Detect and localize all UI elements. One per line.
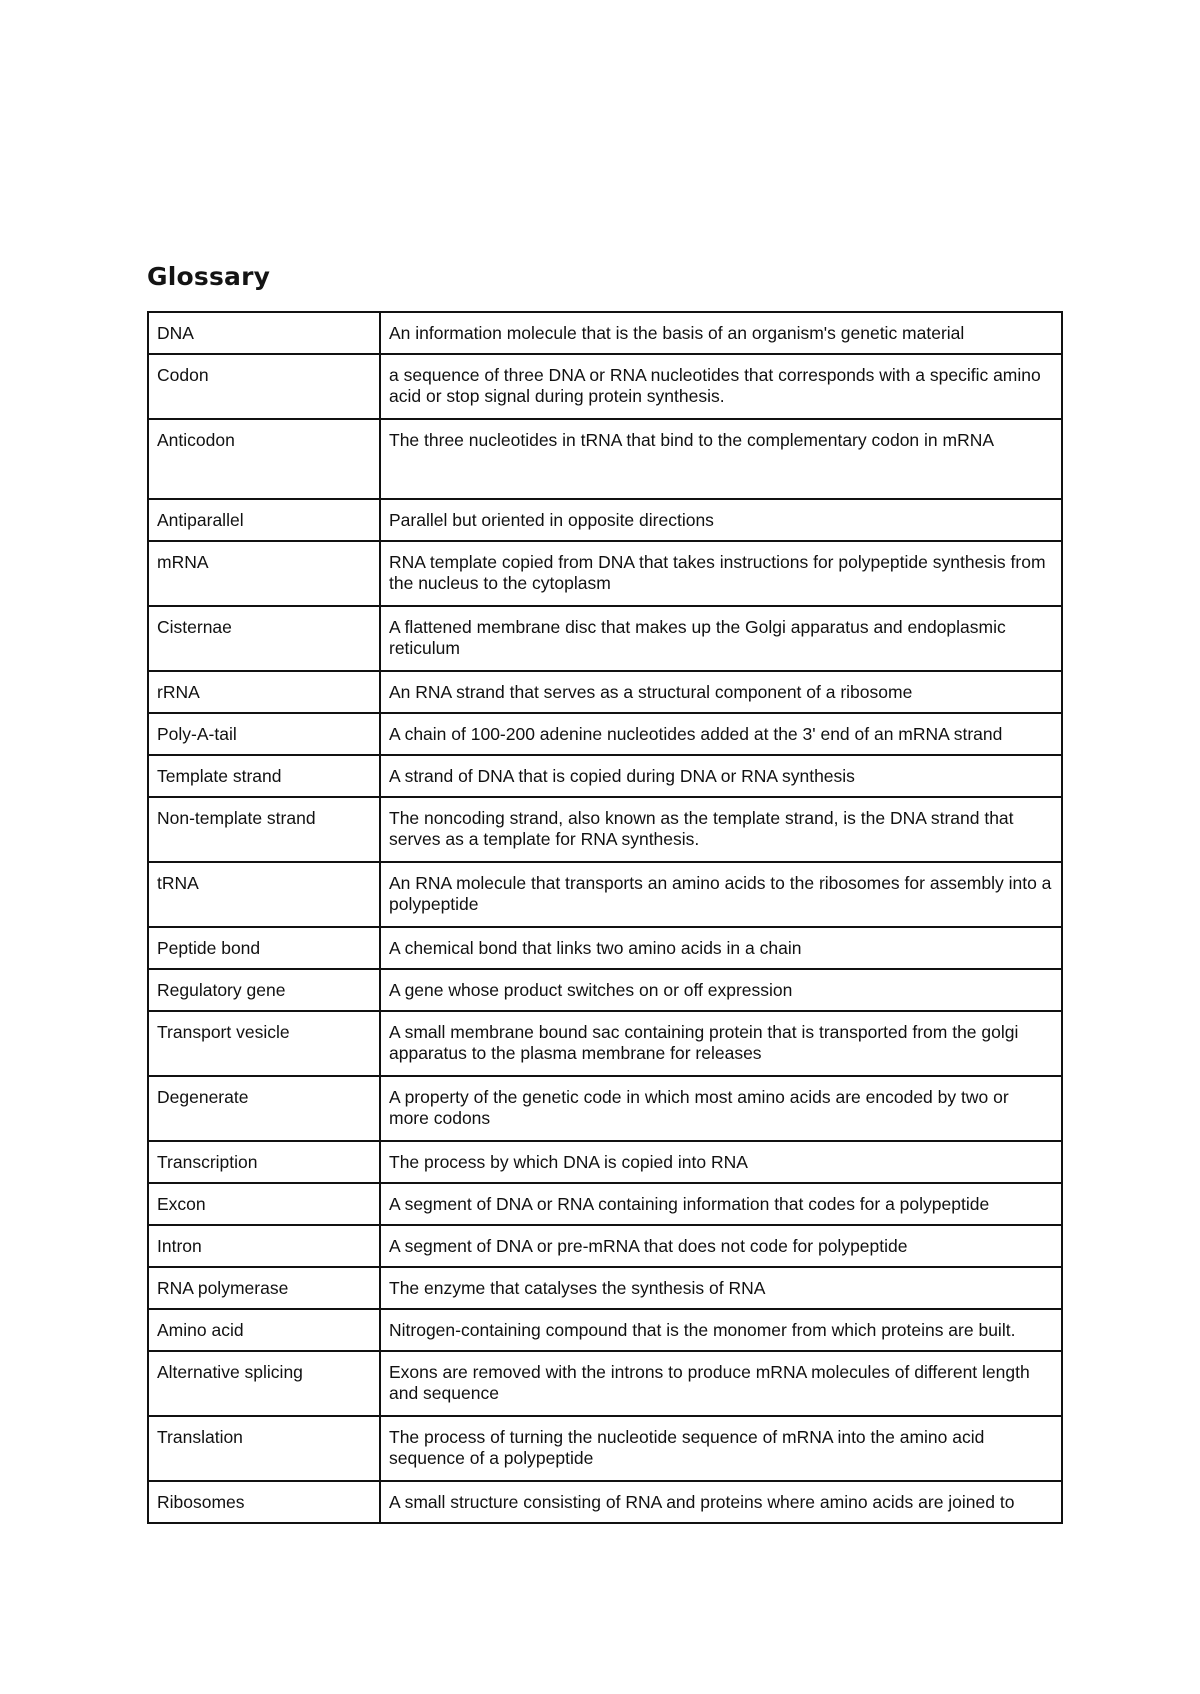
table-row — [148, 1267, 1062, 1309]
table-row — [148, 927, 1062, 969]
term-cell: Anticodon — [148, 419, 380, 499]
table-row — [148, 499, 1062, 541]
table-row — [148, 755, 1062, 797]
definition-cell: A chain of 100-200 adenine nucleotides added at the 3' end of an mRNA strand — [380, 713, 1062, 755]
glossary-table — [147, 311, 1063, 1524]
term-cell: Codon — [148, 354, 380, 419]
definition-cell: A segment of DNA or RNA containing information that codes for a polypeptide — [380, 1183, 1062, 1225]
term-cell: Poly-A-tail — [148, 713, 380, 755]
term-cell: Regulatory gene — [148, 969, 380, 1011]
definition-cell: The process by which DNA is copied into RNA — [380, 1141, 1062, 1183]
term-cell: Antiparallel — [148, 499, 380, 541]
term-cell: Excon — [148, 1183, 380, 1225]
definition-cell: A segment of DNA or pre-mRNA that does not code for polypeptide — [380, 1225, 1062, 1267]
definition-cell: Exons are removed with the introns to produce mRNA molecules of different length and sequence — [380, 1351, 1062, 1416]
table-row — [148, 1416, 1062, 1481]
term-cell: Alternative splicing — [148, 1351, 380, 1416]
table-row — [148, 419, 1062, 499]
table-row — [148, 1309, 1062, 1351]
definition-cell: A gene whose product switches on or off expression — [380, 969, 1062, 1011]
definition-cell: A flattened membrane disc that makes up the Golgi apparatus and endoplasmic reticulum — [380, 606, 1062, 671]
definition-cell: A property of the genetic code in which most amino acids are encoded by two or more codons — [380, 1076, 1062, 1141]
definition-cell: A small structure consisting of RNA and proteins where amino acids are joined to — [380, 1481, 1062, 1523]
term-cell: Ribosomes — [148, 1481, 380, 1523]
definition-cell: An information molecule that is the basis of an organism's genetic material — [380, 312, 1062, 354]
term-cell: DNA — [148, 312, 380, 354]
table-row — [148, 862, 1062, 927]
table-row — [148, 969, 1062, 1011]
definition-cell: Parallel but oriented in opposite directions — [380, 499, 1062, 541]
term-cell: Cisternae — [148, 606, 380, 671]
term-cell: Translation — [148, 1416, 380, 1481]
table-row — [148, 1076, 1062, 1141]
definition-cell: The process of turning the nucleotide sequence of mRNA into the amino acid sequence of a polypeptide — [380, 1416, 1062, 1481]
table-row — [148, 713, 1062, 755]
definition-cell: A strand of DNA that is copied during DNA or RNA synthesis — [380, 755, 1062, 797]
definition-cell: A small membrane bound sac containing protein that is transported from the golgi apparatus to the plasma membrane for releases — [380, 1011, 1062, 1076]
definition-cell: The noncoding strand, also known as the template strand, is the DNA strand that serves as a template for RNA synthesis. — [380, 797, 1062, 862]
definition-cell: RNA template copied from DNA that takes instructions for polypeptide synthesis from the nucleus to the cytoplasm — [380, 541, 1062, 606]
table-row — [148, 1141, 1062, 1183]
term-cell: Transcription — [148, 1141, 380, 1183]
table-row — [148, 1011, 1062, 1076]
table-row — [148, 606, 1062, 671]
term-cell: tRNA — [148, 862, 380, 927]
table-row — [148, 1481, 1062, 1523]
definition-cell: The enzyme that catalyses the synthesis of RNA — [380, 1267, 1062, 1309]
table-row — [148, 1351, 1062, 1416]
page-title: Glossary — [147, 262, 271, 291]
term-cell: RNA polymerase — [148, 1267, 380, 1309]
term-cell: Template strand — [148, 755, 380, 797]
term-cell: Degenerate — [148, 1076, 380, 1141]
definition-cell: An RNA molecule that transports an amino acids to the ribosomes for assembly into a polypeptide — [380, 862, 1062, 927]
table-row — [148, 797, 1062, 862]
term-cell: Amino acid — [148, 1309, 380, 1351]
table-row — [148, 671, 1062, 713]
definition-cell: a sequence of three DNA or RNA nucleotides that corresponds with a specific amino acid or stop signal during protein synthesis. — [380, 354, 1062, 419]
table-row — [148, 312, 1062, 354]
definition-cell: A chemical bond that links two amino acids in a chain — [380, 927, 1062, 969]
table-row — [148, 354, 1062, 419]
term-cell: Intron — [148, 1225, 380, 1267]
table-row — [148, 1183, 1062, 1225]
table-row — [148, 1225, 1062, 1267]
term-cell: rRNA — [148, 671, 380, 713]
term-cell: Transport vesicle — [148, 1011, 380, 1076]
table-row — [148, 541, 1062, 606]
term-cell: Non-template strand — [148, 797, 380, 862]
definition-cell: The three nucleotides in tRNA that bind to the complementary codon in mRNA — [380, 419, 1062, 499]
definition-cell: An RNA strand that serves as a structural component of a ribosome — [380, 671, 1062, 713]
term-cell: mRNA — [148, 541, 380, 606]
term-cell: Peptide bond — [148, 927, 380, 969]
definition-cell: Nitrogen-containing compound that is the monomer from which proteins are built. — [380, 1309, 1062, 1351]
